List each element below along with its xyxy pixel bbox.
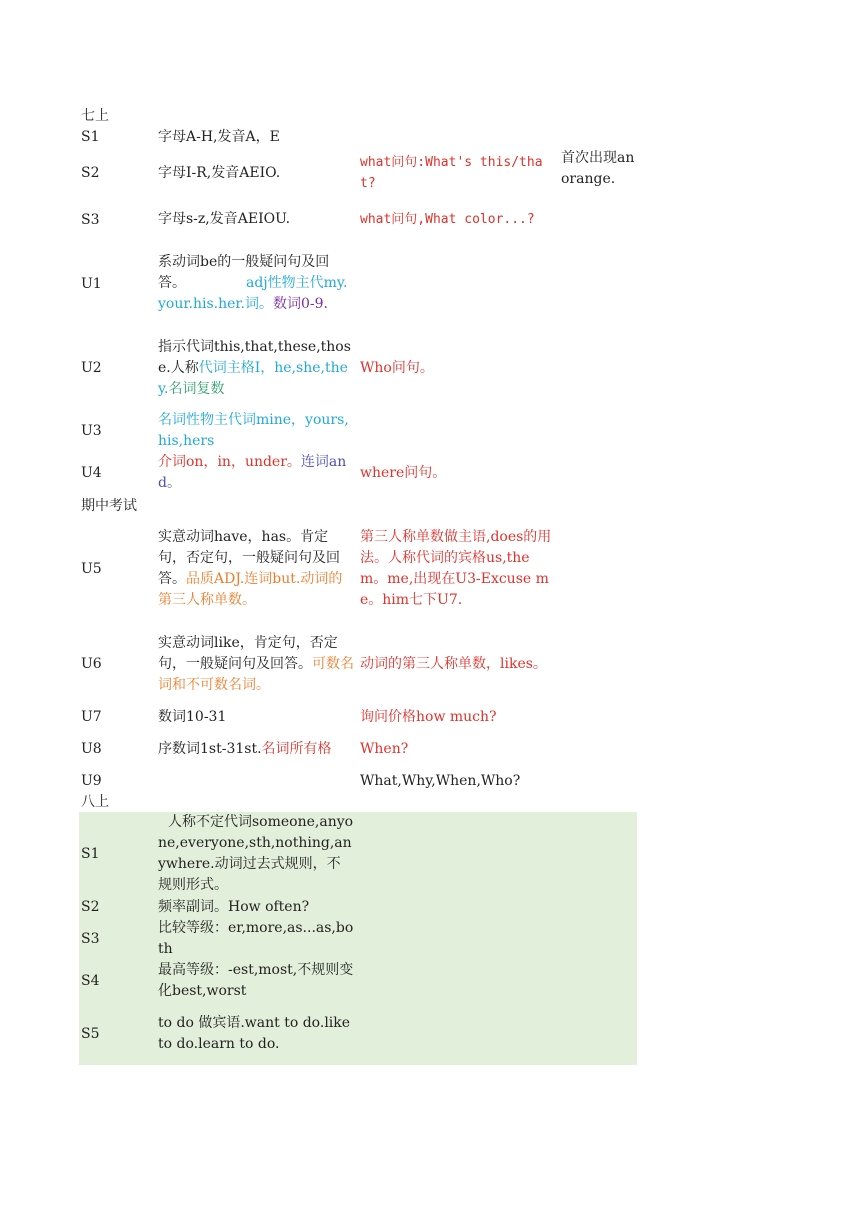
unit-label: U2 [81,360,102,376]
unit-label: U7 [81,709,102,725]
unit-label: U3 [81,423,102,439]
question-cell: what问句:What's this/that? [360,155,543,191]
question-cell: what问句,What color...? [360,212,535,227]
grammar-cell: 数词10-31 [158,708,227,725]
question-cell: Who问句。 [360,359,434,376]
table-row [79,622,679,706]
table-row [79,326,679,410]
grammar-cell: 字母A-H,发音A，E [158,128,280,145]
grammar-cell: 名词性物主代词mine，yours,his,hers [158,412,349,449]
unit-label: S2 [81,165,100,181]
grammar-cell [158,337,354,400]
grammar-text: 序数词1st-31st. [158,740,262,757]
grammar-cell: 最高等级：-est,most,不规则变化best,worst [158,962,354,999]
table-row [79,148,679,198]
grammar-cell [158,739,354,760]
grammar-text: 系动词be的一般疑问句及回答。 [158,254,330,291]
section-label-grade7: 七上 [81,108,109,124]
table-row [79,1002,637,1065]
grammar-cell [158,633,354,696]
grammar-text: 人称 [170,359,199,376]
grammar-text-highlight: 名词复数 [168,380,225,397]
grammar-cell: to do 做宾语.want to do.like to do.learn to do. [158,1014,351,1052]
unit-label: U5 [81,561,102,577]
unit-label: U4 [81,465,102,481]
unit-label: U6 [81,656,102,672]
note-cell: 首次出现an orange. [561,150,635,187]
table-row [79,516,679,622]
unit-label: S1 [81,129,100,145]
table-row [79,452,679,494]
grammar-text: 指示代词this,that,these,those. [158,338,351,376]
grammar-cell [158,527,354,611]
grammar-text-highlight: adj性物主代my.your.his.her.词。 [158,275,348,312]
unit-label: S2 [81,899,100,915]
table-row [79,960,637,1002]
grammar-text-highlight: 数词0-9. [273,296,328,312]
grammar-cell [158,452,354,494]
section-label-midterm: 期中考试 [81,498,137,514]
question-cell: When? [360,740,409,757]
grammar-cell: 比较等级：er,more,as...as,both [158,920,354,957]
worksheet [79,104,679,1065]
unit-label: S3 [81,211,100,228]
unit-label: U1 [81,275,102,292]
table-row [79,410,679,452]
section-row-grade7 [79,104,679,126]
grammar-cell: 字母s-z,发音AEIOU. [158,211,291,227]
grammar-cell: 人称不定代词someone,anyone,everyone,sth,nothing,anywhere.动词过去式规则，不规则形式。 [158,814,354,893]
section-row-midterm [79,494,679,516]
grammar-cell: 频率副词。How often? [158,898,310,915]
table-row [79,770,679,792]
unit-label: U9 [81,773,102,789]
unit-label: U8 [81,741,102,757]
grammar-text-highlight: 名词所有格 [261,740,332,757]
grammar-text-highlight: 介词on，in，under。 [158,454,301,470]
question-cell: 动词的第三人称单数，likes。 [360,655,547,672]
table-row [79,241,679,326]
unit-label: S4 [81,973,100,989]
question-cell: 第三人称单数做主语,does的用法。人称代词的宾格us,them。me,出现在U3-Excuse me。him七下U7. [360,529,552,608]
grammar-text-highlight: 品质ADJ.连词but.动词的第三人称单数。 [158,571,343,608]
section-row-grade8 [79,792,679,812]
question-cell: 询问价格how much? [360,708,497,725]
grammar-text-highlight: 代词主格I，he,she,they. [158,359,348,397]
table-row [79,126,679,148]
table-row [79,198,679,241]
section-label-grade8: 八上 [81,794,109,810]
grammar-cell: 字母I-R,发音AEIO. [158,164,281,181]
unit-label: S1 [81,846,100,862]
table-row [79,896,637,918]
unit-label: S5 [81,1025,100,1042]
grammar-text: 实意动词like，肯定句，否定句，一般疑问句及回答。 [158,634,338,672]
grammar-text: 实意动词have，has。肯定句，否定句，一般疑问句及回答。 [158,529,340,587]
table-row [79,706,679,728]
table-row [79,918,637,960]
grammar-text-highlight: 可数名词和不可数名词。 [158,655,354,693]
table-row [79,812,637,896]
question-cell: where问句。 [360,464,447,481]
table-row [79,728,679,770]
grammar-text-highlight: 连词and。 [158,454,347,491]
question-cell: What,Why,When,Who? [360,772,521,789]
unit-label: S3 [81,931,100,947]
grammar-cell [158,252,354,315]
